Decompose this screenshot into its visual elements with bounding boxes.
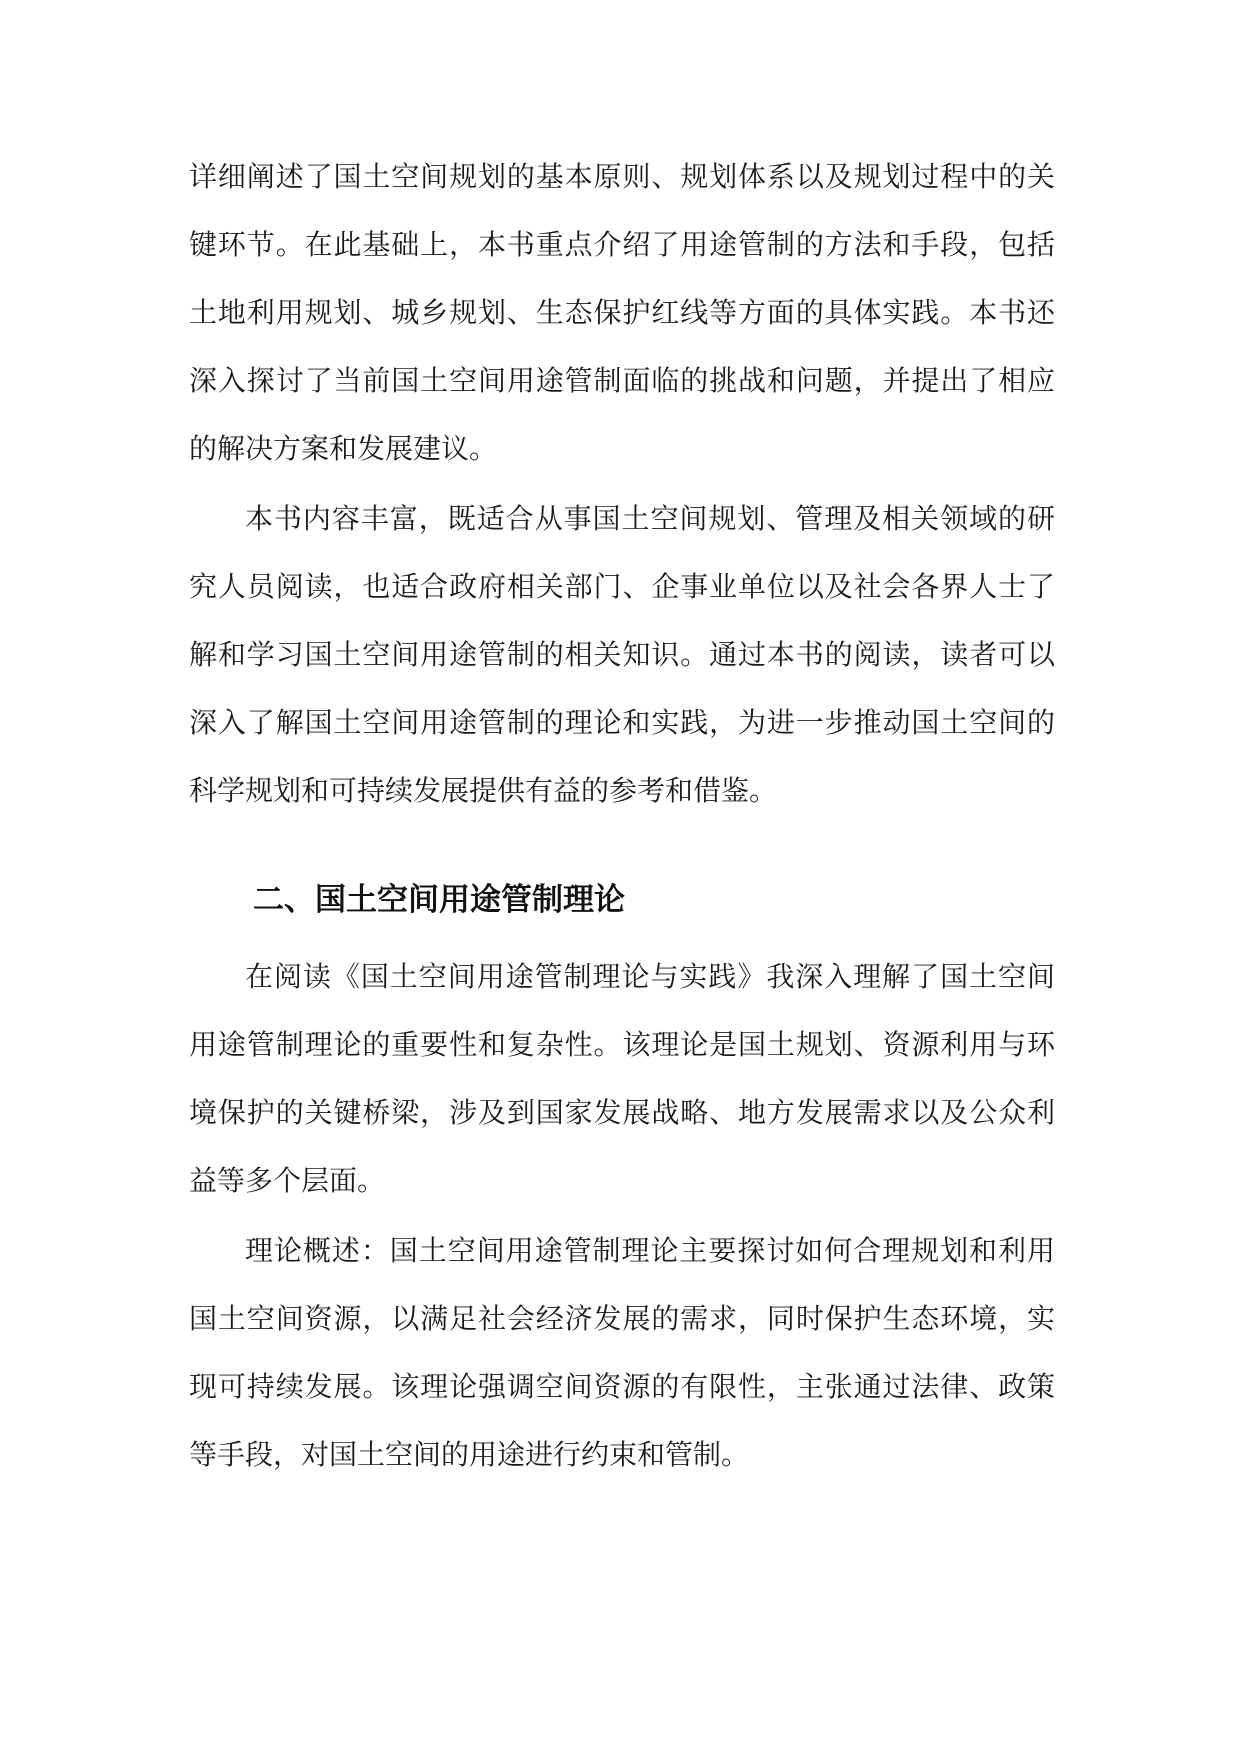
paragraph-theory-importance: 在阅读《国土空间用途管制理论与实践》我深入理解了国土空间用途管制理论的重要性和复杂性。该理论是国土规划、资源利用与环境保护的关键桥梁，涉及到国家发展战略、地方发展需求以及公众利益等多个层面。	[189, 960, 1055, 1197]
document-body	[189, 143, 1055, 1489]
paragraph-intro-continuation: 详细阐述了国土空间规划的基本原则、规划体系以及规划过程中的关键环节。在此基础上，本书重点介绍了用途管制的方法和手段，包括土地利用规划、城乡规划、生态保护红线等方面的具体实践。本书还深入探讨了当前国土空间用途管制面临的挑战和问题，并提出了相应的解决方案和发展建议。	[189, 160, 1055, 465]
section-heading: 二、国土空间用途管制理论	[253, 882, 625, 918]
paragraph-book-audience: 本书内容丰富，既适合从事国土空间规划、管理及相关领域的研究人员阅读，也适合政府相关部门、企事业单位以及社会各界人士了解和学习国土空间用途管制的相关知识。通过本书的阅读，读者可以深入了解国土空间用途管制的理论和实践，为进一步推动国土空间的科学规划和可持续发展提供有益的参考和借鉴。	[189, 502, 1055, 807]
paragraph-theory-overview: 理论概述：国土空间用途管制理论主要探讨如何合理规划和利用国土空间资源，以满足社会经济发展的需求，同时保护生态环境，实现可持续发展。该理论强调空间资源的有限性，主张通过法律、政策等手段，对国土空间的用途进行约束和管制。	[189, 1234, 1055, 1471]
